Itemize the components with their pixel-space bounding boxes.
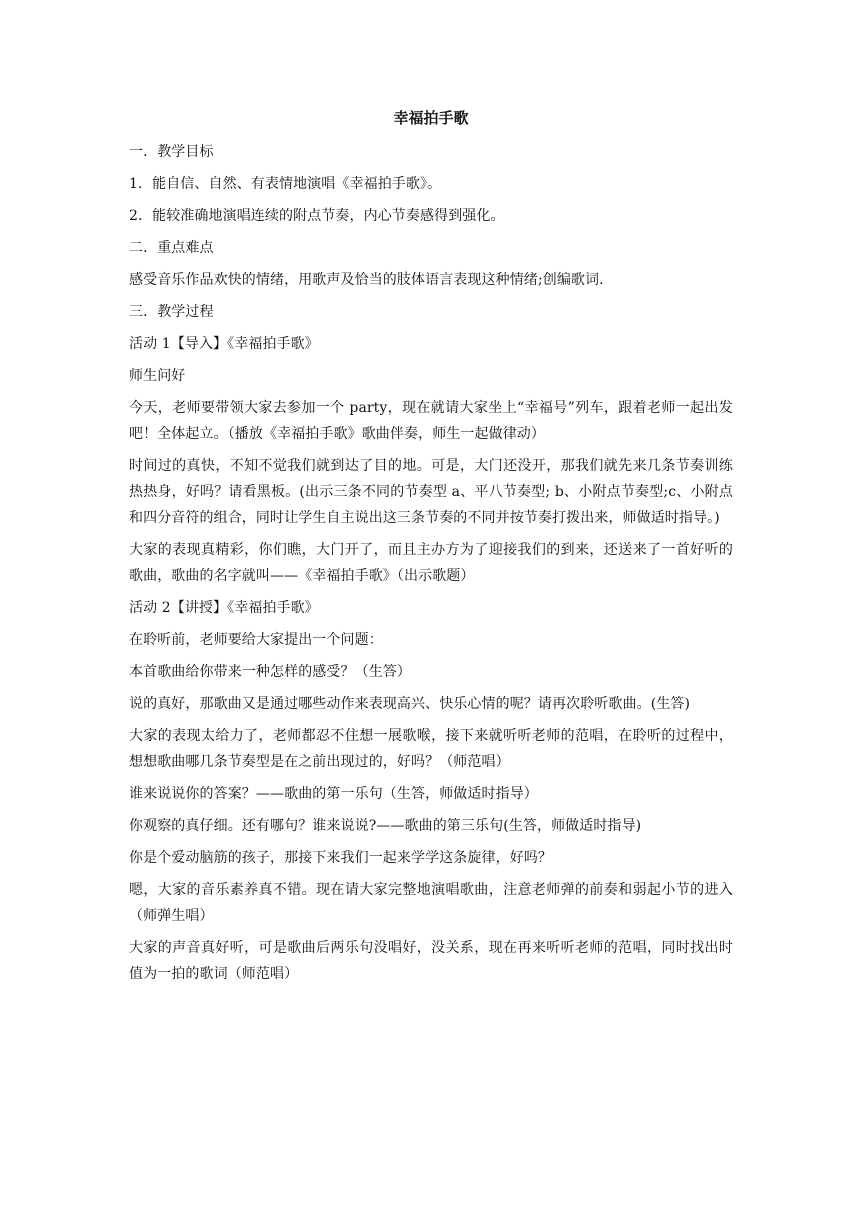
paragraph: 说的真好，那歌曲又是通过哪些动作来表现高兴、快乐心情的呢？请再次聆听歌曲。(生答) bbox=[129, 696, 691, 712]
paragraph: 谁来说说你的答案？——歌曲的第一乐句（生答，师做适时指导） bbox=[129, 786, 538, 802]
paragraph: 师生问好 bbox=[129, 368, 186, 384]
paragraph: 2．能较准确地演唱连续的附点节奏，内心节奏感得到强化。 bbox=[129, 208, 505, 224]
paragraph: 本首歌曲给你带来一种怎样的感受？（生答） bbox=[129, 664, 411, 680]
paragraph: 大家的表现真精彩，你们瞧，大门开了，而且主办方为了迎接我们的到来，还送来了一首好听的歌曲，歌曲的名字就叫——《幸福拍手歌》（出示歌题） bbox=[129, 542, 733, 584]
paragraph: 三．教学过程 bbox=[129, 304, 214, 320]
paragraph: 嗯，大家的音乐素养真不错。现在请大家完整地演唱歌曲，注意老师弹的前奏和弱起小节的进入（师弹生唱） bbox=[129, 882, 733, 924]
document-body bbox=[129, 108, 733, 993]
paragraph: 大家的声音真好听，可是歌曲后两乐句没唱好，没关系，现在再来听听老师的范唱，同时找出时值为一拍的歌词（师范唱） bbox=[129, 940, 733, 982]
paragraph: 活动 1【导入】《幸福拍手歌》 bbox=[129, 336, 319, 352]
paragraph: 你观察的真仔细。还有哪句？谁来说说?——歌曲的第三乐句(生答，师做适时指导) bbox=[129, 818, 642, 834]
paragraph: 在聆听前，老师要给大家提出一个问题： bbox=[129, 632, 383, 648]
paragraph: 今天，老师要带领大家去参加一个 party，现在就请大家坐上“幸福号”列车，跟着老师一起出发吧！全体起立。（播放《幸福拍手歌》歌曲伴奏，师生一起做律动） bbox=[129, 400, 733, 442]
paragraph: 活动 2【讲授】《幸福拍手歌》 bbox=[129, 600, 319, 616]
document-title: 幸福拍手歌 bbox=[393, 109, 469, 127]
paragraph: 二．重点难点 bbox=[129, 240, 214, 256]
paragraph: 一．教学目标 bbox=[129, 144, 214, 160]
paragraph: 1．能自信、自然、有表情地演唱《幸福拍手歌》。 bbox=[129, 176, 442, 192]
paragraph: 时间过的真快，不知不觉我们就到达了目的地。可是，大门还没开，那我们就先来几条节奏训练热热身，好吗？请看黑板。(出示三条不同的节奏型 a、平八节奏型; b、小附点节奏型;c、小附点和四分音符的组合，同时让学生自主说出这三条节奏的不同并按节奏打拨出来，师做适时指导。) bbox=[129, 458, 733, 526]
paragraph: 你是个爱动脑筋的孩子，那接下来我们一起来学学这条旋律，好吗？ bbox=[129, 850, 552, 866]
paragraph-list bbox=[129, 139, 733, 987]
paragraph: 大家的表现太给力了，老师都忍不住想一展歌喉，接下来就听听老师的范唱，在聆听的过程中，想想歌曲哪几条节奏型是在之前出现过的，好吗？（师范唱） bbox=[129, 728, 733, 770]
paragraph: 感受音乐作品欢快的情绪，用歌声及恰当的肢体语言表现这种情绪;创编歌词. bbox=[129, 272, 604, 288]
